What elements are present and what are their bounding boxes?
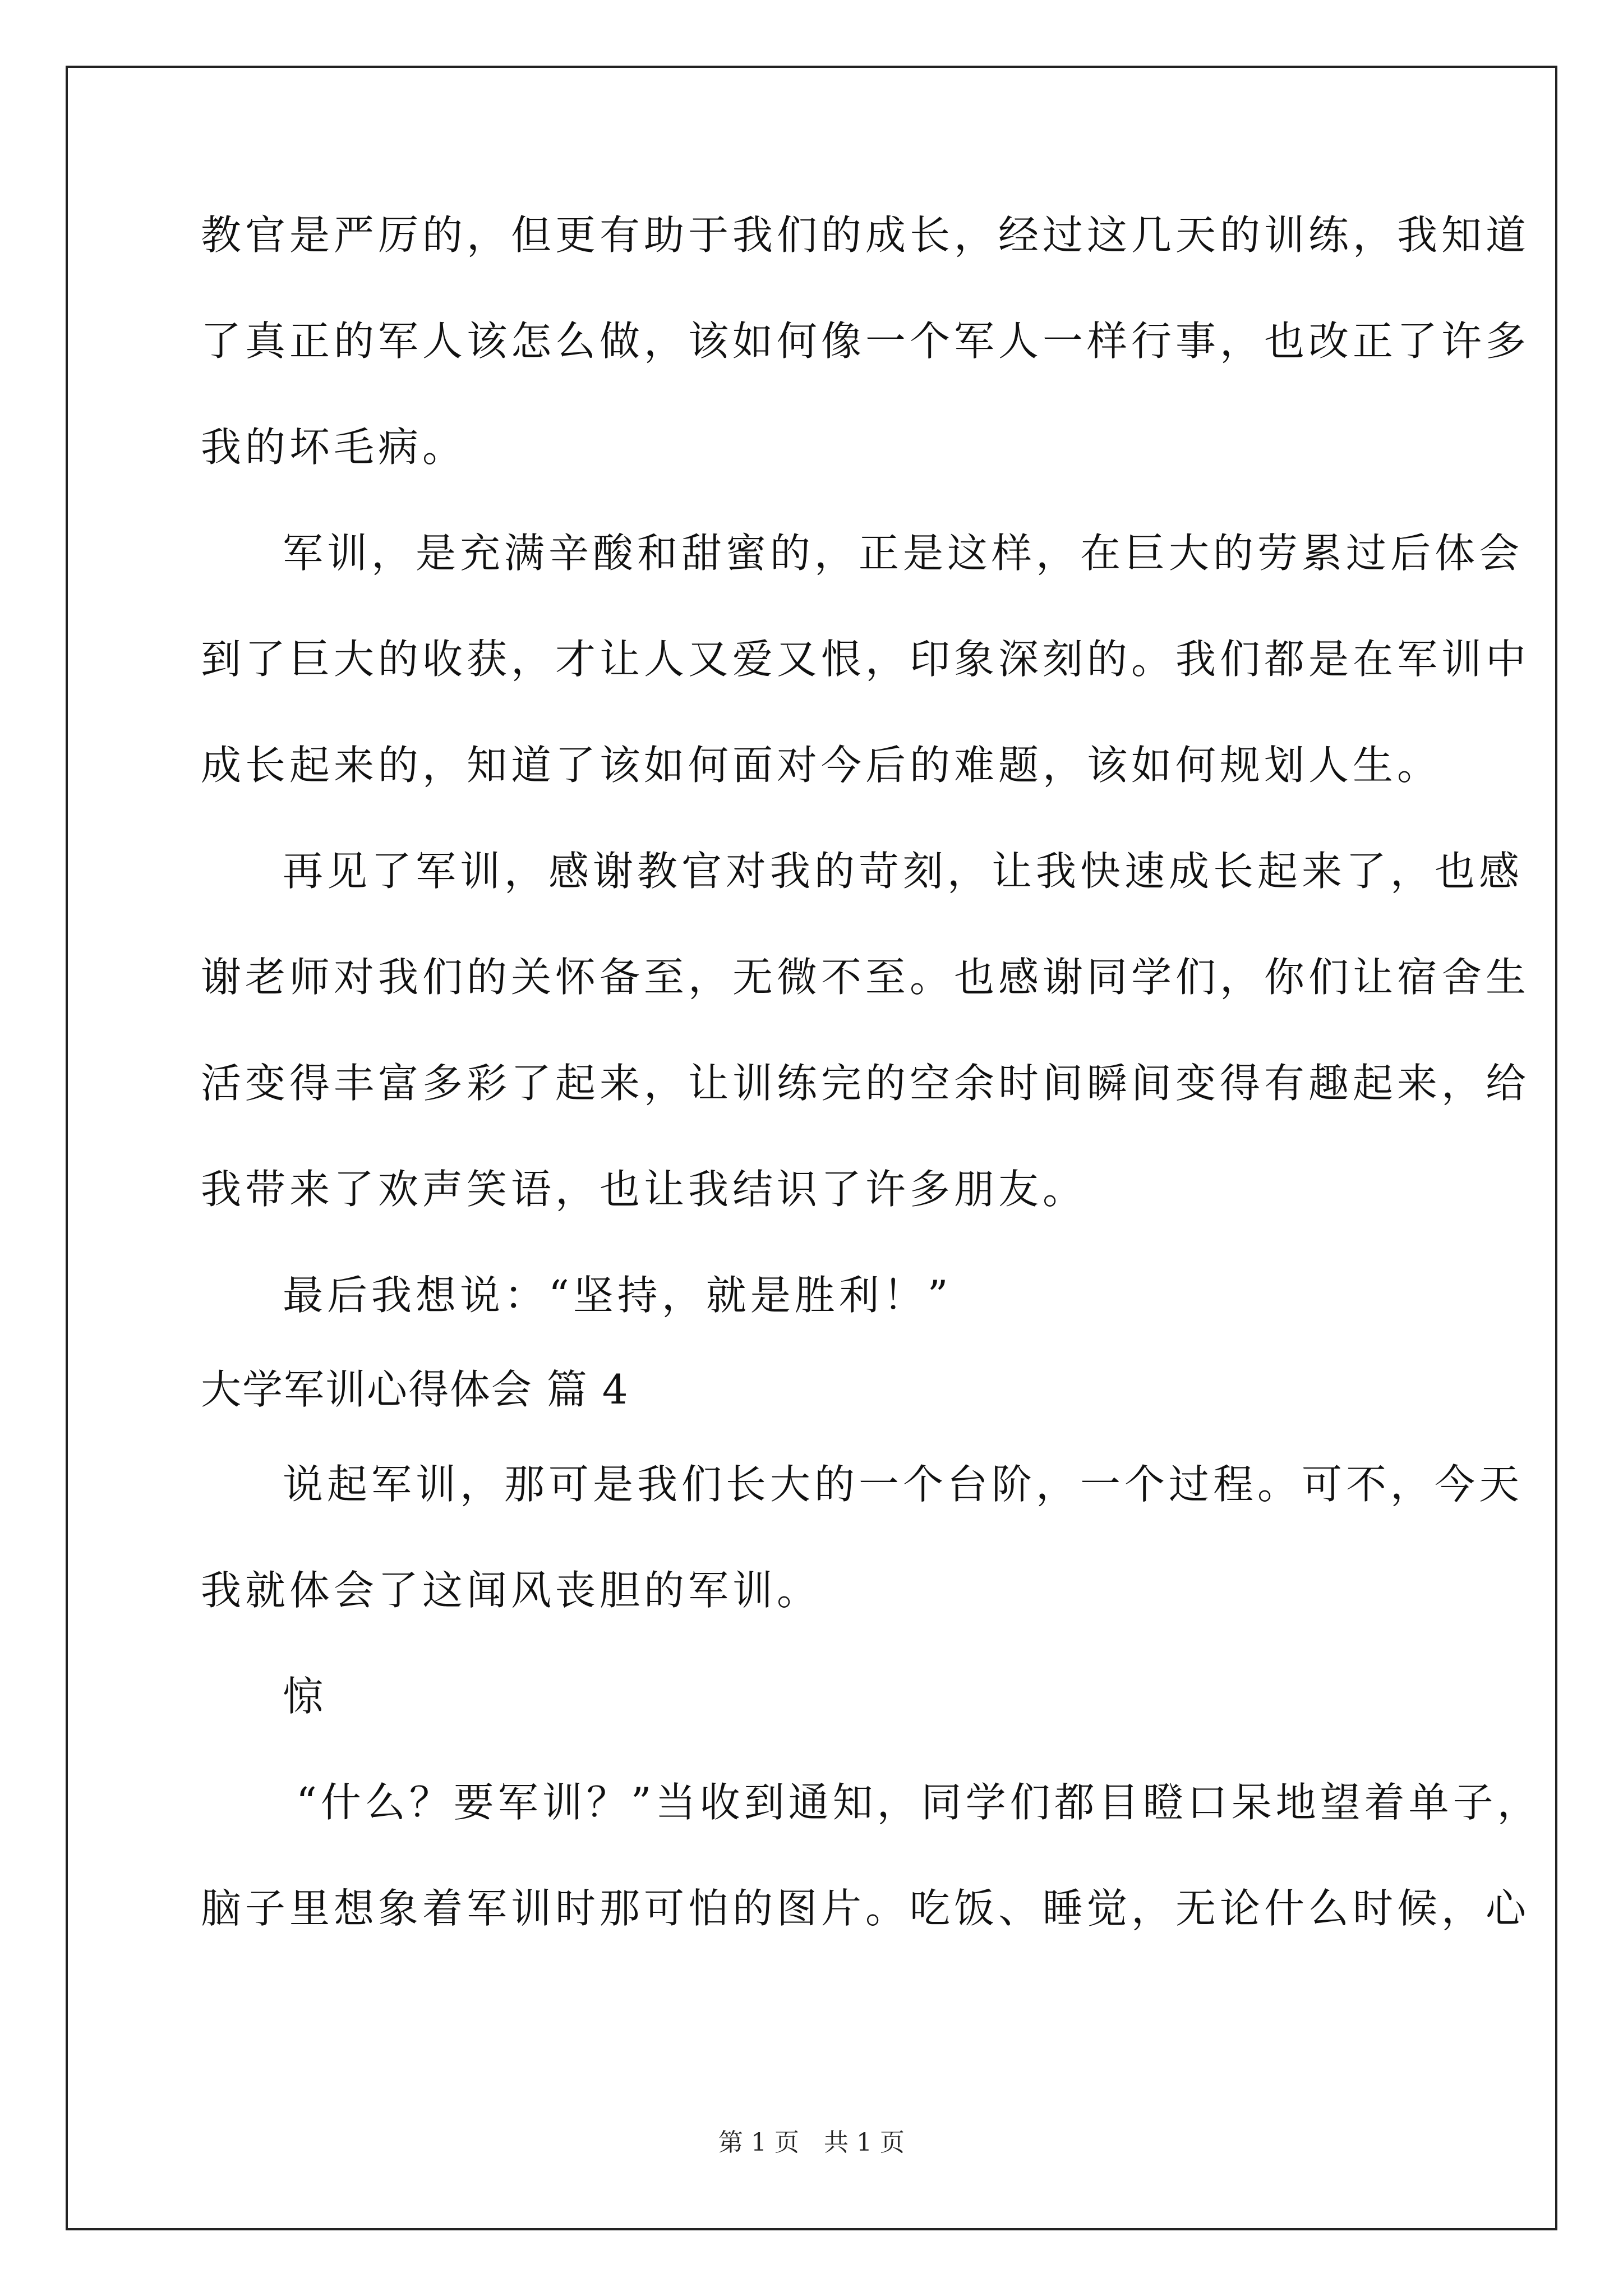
text-line: 再见了军训，感谢教官对我的苛刻，让我快速成长起来了，也感 (283, 848, 1524, 895)
text-line: 我带来了欢声笑语，也让我结识了许多朋友。 (201, 1166, 1087, 1213)
text-line: 教官是严厉的，但更有助于我们的成长，经过这几天的训练，我知道 (201, 211, 1530, 259)
text-line: 谢老师对我们的关怀备至，无微不至。也感谢同学们，你们让宿舍生 (201, 954, 1530, 1001)
text-line: “什么？要军训？”当收到通知，同学们都目瞪口呆地望着单子， (296, 1779, 1542, 1826)
text-line: 我的坏毛病。 (201, 424, 467, 471)
text-line: 最后我想说：“坚持，就是胜利！” (283, 1272, 952, 1319)
text-line: 成长起来的，知道了该如何面对今后的难题，该如何规划人生。 (201, 742, 1442, 789)
page-number: 第 1 页 共 1 页 (718, 2128, 905, 2157)
section-heading: 大学军训心得体会 篇 4 (201, 1366, 629, 1413)
text-line: 我就体会了这闻风丧胆的军训。 (201, 1567, 822, 1614)
text-line: 了真正的军人该怎么做，该如何像一个军人一样行事，也改正了许多 (201, 318, 1530, 365)
text-line: 军训，是充满辛酸和甜蜜的，正是这样，在巨大的劳累过后体会 (283, 530, 1524, 577)
text-line: 脑子里想象着军训时那可怕的图片。吃饭、睡觉，无论什么时候，心 (201, 1885, 1530, 1932)
text-line: 到了巨大的收获，才让人又爱又恨，印象深刻的。我们都是在军训中 (201, 636, 1530, 683)
text-line: 说起军训，那可是我们长大的一个台阶，一个过程。可不，今天 (283, 1461, 1524, 1508)
text-line: 惊 (283, 1673, 328, 1720)
text-line: 活变得丰富多彩了起来，让训练完的空余时间瞬间变得有趣起来，给 (201, 1060, 1530, 1107)
